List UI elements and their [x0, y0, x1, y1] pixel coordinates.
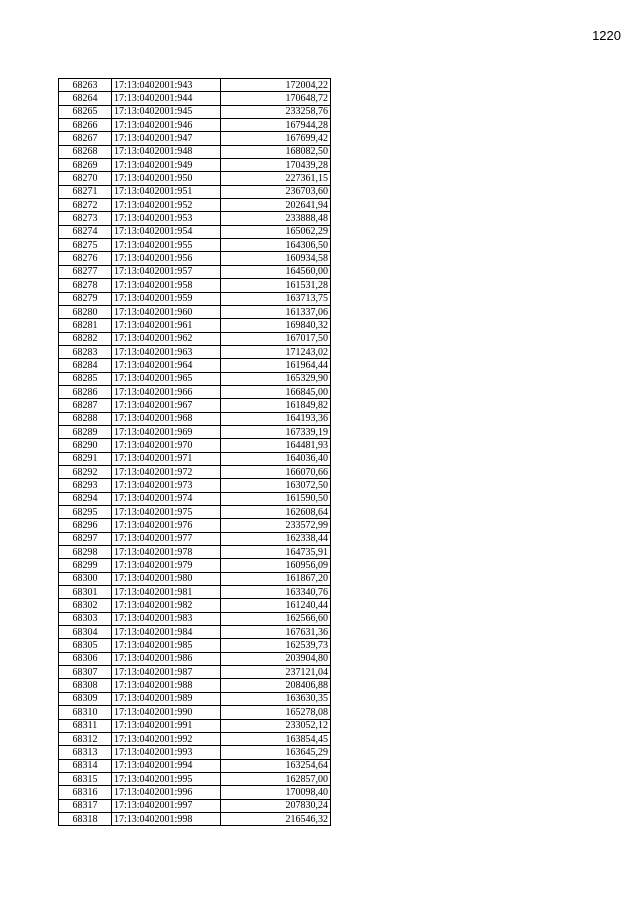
value-cell: 162566,60 [221, 612, 331, 625]
value-cell: 233052,12 [221, 719, 331, 732]
table-row [59, 746, 331, 759]
table-row [59, 772, 331, 785]
value-cell: 164735,91 [221, 546, 331, 559]
table-row [59, 305, 331, 318]
table-row [59, 626, 331, 639]
table-row [59, 412, 331, 425]
row-number-cell: 68298 [59, 546, 112, 559]
value-cell: 166845,00 [221, 385, 331, 398]
cadastral-number-cell: 17:13:0402001:984 [112, 626, 221, 639]
row-number-cell: 68270 [59, 172, 112, 185]
cadastral-number-cell: 17:13:0402001:950 [112, 172, 221, 185]
value-cell: 167017,50 [221, 332, 331, 345]
table-row [59, 706, 331, 719]
row-number-cell: 68318 [59, 812, 112, 825]
cadastral-number-cell: 17:13:0402001:994 [112, 759, 221, 772]
cadastral-number-cell: 17:13:0402001:985 [112, 639, 221, 652]
row-number-cell: 68307 [59, 666, 112, 679]
row-number-cell: 68280 [59, 305, 112, 318]
row-number-cell: 68295 [59, 506, 112, 519]
row-number-cell: 68303 [59, 612, 112, 625]
row-number-cell: 68264 [59, 92, 112, 105]
row-number-cell: 68293 [59, 479, 112, 492]
cadastral-number-cell: 17:13:0402001:992 [112, 732, 221, 745]
value-cell: 237121,04 [221, 666, 331, 679]
cadastral-number-cell: 17:13:0402001:944 [112, 92, 221, 105]
value-cell: 162539,73 [221, 639, 331, 652]
row-number-cell: 68283 [59, 345, 112, 358]
value-cell: 169840,32 [221, 319, 331, 332]
value-cell: 163854,45 [221, 732, 331, 745]
table-row [59, 666, 331, 679]
row-number-cell: 68312 [59, 732, 112, 745]
row-number-cell: 68311 [59, 719, 112, 732]
table-row [59, 145, 331, 158]
table-row [59, 492, 331, 505]
cadastral-number-cell: 17:13:0402001:966 [112, 385, 221, 398]
row-number-cell: 68288 [59, 412, 112, 425]
row-number-cell: 68302 [59, 599, 112, 612]
value-cell: 202641,94 [221, 199, 331, 212]
cadastral-number-cell: 17:13:0402001:983 [112, 612, 221, 625]
row-number-cell: 68314 [59, 759, 112, 772]
value-cell: 163630,35 [221, 692, 331, 705]
table-row [59, 679, 331, 692]
row-number-cell: 68282 [59, 332, 112, 345]
table-row [59, 105, 331, 118]
row-number-cell: 68268 [59, 145, 112, 158]
cadastral-number-cell: 17:13:0402001:956 [112, 252, 221, 265]
row-number-cell: 68266 [59, 119, 112, 132]
value-cell: 170439,28 [221, 159, 331, 172]
table-row [59, 265, 331, 278]
table-row [59, 719, 331, 732]
value-cell: 203904,80 [221, 652, 331, 665]
row-number-cell: 68277 [59, 265, 112, 278]
value-cell: 165329,90 [221, 372, 331, 385]
value-cell: 164560,00 [221, 265, 331, 278]
value-cell: 161867,20 [221, 572, 331, 585]
cadastral-number-cell: 17:13:0402001:996 [112, 786, 221, 799]
row-number-cell: 68274 [59, 225, 112, 238]
table-row [59, 279, 331, 292]
cadastral-number-cell: 17:13:0402001:955 [112, 239, 221, 252]
value-cell: 233572,99 [221, 519, 331, 532]
cadastral-number-cell: 17:13:0402001:943 [112, 79, 221, 92]
cadastral-number-cell: 17:13:0402001:967 [112, 399, 221, 412]
value-cell: 161590,50 [221, 492, 331, 505]
table-row [59, 732, 331, 745]
table-row [59, 506, 331, 519]
row-number-cell: 68315 [59, 772, 112, 785]
cadastral-number-cell: 17:13:0402001:986 [112, 652, 221, 665]
table-row [59, 439, 331, 452]
cadastral-number-cell: 17:13:0402001:974 [112, 492, 221, 505]
table-row [59, 79, 331, 92]
cadastral-number-cell: 17:13:0402001:969 [112, 425, 221, 438]
value-cell: 164306,50 [221, 239, 331, 252]
table-row [59, 572, 331, 585]
cadastral-number-cell: 17:13:0402001:968 [112, 412, 221, 425]
row-number-cell: 68317 [59, 799, 112, 812]
table-row [59, 519, 331, 532]
value-cell: 166070,66 [221, 465, 331, 478]
value-cell: 233888,48 [221, 212, 331, 225]
row-number-cell: 68271 [59, 185, 112, 198]
table-row [59, 199, 331, 212]
row-number-cell: 68300 [59, 572, 112, 585]
cadastral-number-cell: 17:13:0402001:989 [112, 692, 221, 705]
table-row [59, 652, 331, 665]
row-number-cell: 68296 [59, 519, 112, 532]
table-row [59, 292, 331, 305]
row-number-cell: 68297 [59, 532, 112, 545]
table-row [59, 185, 331, 198]
row-number-cell: 68291 [59, 452, 112, 465]
cadastral-number-cell: 17:13:0402001:978 [112, 546, 221, 559]
cadastral-number-cell: 17:13:0402001:991 [112, 719, 221, 732]
row-number-cell: 68292 [59, 465, 112, 478]
table-row [59, 239, 331, 252]
value-cell: 161531,28 [221, 279, 331, 292]
value-cell: 208406,88 [221, 679, 331, 692]
row-number-cell: 68308 [59, 679, 112, 692]
value-cell: 163713,75 [221, 292, 331, 305]
cadastral-number-cell: 17:13:0402001:949 [112, 159, 221, 172]
cadastral-number-cell: 17:13:0402001:987 [112, 666, 221, 679]
value-cell: 163645,29 [221, 746, 331, 759]
value-cell: 160934,58 [221, 252, 331, 265]
row-number-cell: 68263 [59, 79, 112, 92]
value-cell: 163340,76 [221, 586, 331, 599]
row-number-cell: 68309 [59, 692, 112, 705]
cadastral-number-cell: 17:13:0402001:945 [112, 105, 221, 118]
row-number-cell: 68310 [59, 706, 112, 719]
row-number-cell: 68294 [59, 492, 112, 505]
row-number-cell: 68267 [59, 132, 112, 145]
value-cell: 172004,22 [221, 79, 331, 92]
table-row [59, 332, 331, 345]
value-cell: 167339,19 [221, 425, 331, 438]
table-row [59, 225, 331, 238]
cadastral-number-cell: 17:13:0402001:964 [112, 359, 221, 372]
row-number-cell: 68313 [59, 746, 112, 759]
value-cell: 164481,93 [221, 439, 331, 452]
row-number-cell: 68289 [59, 425, 112, 438]
table-row [59, 812, 331, 825]
row-number-cell: 68286 [59, 385, 112, 398]
row-number-cell: 68285 [59, 372, 112, 385]
cadastral-number-cell: 17:13:0402001:947 [112, 132, 221, 145]
table-row [59, 692, 331, 705]
table-row [59, 546, 331, 559]
table-row [59, 452, 331, 465]
row-number-cell: 68265 [59, 105, 112, 118]
table-row [59, 612, 331, 625]
value-cell: 161849,82 [221, 399, 331, 412]
cadastral-number-cell: 17:13:0402001:976 [112, 519, 221, 532]
cadastral-number-cell: 17:13:0402001:977 [112, 532, 221, 545]
value-cell: 170648,72 [221, 92, 331, 105]
row-number-cell: 68272 [59, 199, 112, 212]
table-row [59, 532, 331, 545]
row-number-cell: 68299 [59, 559, 112, 572]
row-number-cell: 68273 [59, 212, 112, 225]
row-number-cell: 68306 [59, 652, 112, 665]
value-cell: 167631,36 [221, 626, 331, 639]
value-cell: 165278,08 [221, 706, 331, 719]
value-cell: 160956,09 [221, 559, 331, 572]
table-row [59, 345, 331, 358]
row-number-cell: 68276 [59, 252, 112, 265]
cadastral-number-cell: 17:13:0402001:979 [112, 559, 221, 572]
table-row [59, 172, 331, 185]
value-cell: 227361,15 [221, 172, 331, 185]
page-number: 1220 [592, 28, 621, 43]
table-row [59, 479, 331, 492]
row-number-cell: 68287 [59, 399, 112, 412]
value-cell: 236703,60 [221, 185, 331, 198]
row-number-cell: 68290 [59, 439, 112, 452]
cadastral-number-cell: 17:13:0402001:963 [112, 345, 221, 358]
cadastral-number-cell: 17:13:0402001:953 [112, 212, 221, 225]
cadastral-number-cell: 17:13:0402001:946 [112, 119, 221, 132]
value-cell: 168082,50 [221, 145, 331, 158]
row-number-cell: 68275 [59, 239, 112, 252]
table-row [59, 399, 331, 412]
cadastral-number-cell: 17:13:0402001:998 [112, 812, 221, 825]
value-cell: 162608,64 [221, 506, 331, 519]
table-body [59, 79, 331, 826]
cadastral-number-cell: 17:13:0402001:972 [112, 465, 221, 478]
table-row [59, 586, 331, 599]
row-number-cell: 68278 [59, 279, 112, 292]
row-number-cell: 68279 [59, 292, 112, 305]
table-row [59, 425, 331, 438]
cadastral-number-cell: 17:13:0402001:958 [112, 279, 221, 292]
cadastral-number-cell: 17:13:0402001:981 [112, 586, 221, 599]
value-cell: 162857,00 [221, 772, 331, 785]
table-row [59, 465, 331, 478]
cadastral-number-cell: 17:13:0402001:957 [112, 265, 221, 278]
value-cell: 164193,36 [221, 412, 331, 425]
table-row [59, 159, 331, 172]
cadastral-number-cell: 17:13:0402001:948 [112, 145, 221, 158]
cadastral-number-cell: 17:13:0402001:961 [112, 319, 221, 332]
row-number-cell: 68305 [59, 639, 112, 652]
table-row [59, 359, 331, 372]
row-number-cell: 68301 [59, 586, 112, 599]
value-cell: 163254,64 [221, 759, 331, 772]
table-row [59, 92, 331, 105]
table-row [59, 759, 331, 772]
cadastral-number-cell: 17:13:0402001:971 [112, 452, 221, 465]
value-cell: 161337,06 [221, 305, 331, 318]
value-cell: 165062,29 [221, 225, 331, 238]
table-row [59, 799, 331, 812]
cadastral-number-cell: 17:13:0402001:962 [112, 332, 221, 345]
cadastral-number-cell: 17:13:0402001:988 [112, 679, 221, 692]
table-row [59, 252, 331, 265]
cadastral-number-cell: 17:13:0402001:995 [112, 772, 221, 785]
table-row [59, 132, 331, 145]
table-row [59, 119, 331, 132]
cadastral-number-cell: 17:13:0402001:980 [112, 572, 221, 585]
table-row [59, 559, 331, 572]
table-row [59, 599, 331, 612]
cadastral-number-cell: 17:13:0402001:960 [112, 305, 221, 318]
value-cell: 170098,40 [221, 786, 331, 799]
cadastral-number-cell: 17:13:0402001:951 [112, 185, 221, 198]
value-cell: 163072,50 [221, 479, 331, 492]
cadastral-number-cell: 17:13:0402001:959 [112, 292, 221, 305]
value-cell: 162338,44 [221, 532, 331, 545]
cadastral-number-cell: 17:13:0402001:982 [112, 599, 221, 612]
value-cell: 161240,44 [221, 599, 331, 612]
value-cell: 164036,40 [221, 452, 331, 465]
cadastral-number-cell: 17:13:0402001:990 [112, 706, 221, 719]
table-row [59, 385, 331, 398]
cadastral-number-cell: 17:13:0402001:970 [112, 439, 221, 452]
cadastral-number-cell: 17:13:0402001:973 [112, 479, 221, 492]
cadastral-number-cell: 17:13:0402001:997 [112, 799, 221, 812]
value-cell: 161964,44 [221, 359, 331, 372]
value-cell: 171243,02 [221, 345, 331, 358]
table-row [59, 212, 331, 225]
cadastral-number-cell: 17:13:0402001:993 [112, 746, 221, 759]
row-number-cell: 68281 [59, 319, 112, 332]
table-row [59, 319, 331, 332]
cadastral-number-cell: 17:13:0402001:952 [112, 199, 221, 212]
row-number-cell: 68269 [59, 159, 112, 172]
table-row [59, 372, 331, 385]
table-row [59, 639, 331, 652]
row-number-cell: 68284 [59, 359, 112, 372]
table-row [59, 786, 331, 799]
value-cell: 167944,28 [221, 119, 331, 132]
row-number-cell: 68304 [59, 626, 112, 639]
data-table [58, 78, 331, 826]
value-cell: 233258,76 [221, 105, 331, 118]
cadastral-number-cell: 17:13:0402001:965 [112, 372, 221, 385]
row-number-cell: 68316 [59, 786, 112, 799]
cadastral-number-cell: 17:13:0402001:954 [112, 225, 221, 238]
value-cell: 216546,32 [221, 812, 331, 825]
value-cell: 207830,24 [221, 799, 331, 812]
cadastral-number-cell: 17:13:0402001:975 [112, 506, 221, 519]
value-cell: 167699,42 [221, 132, 331, 145]
